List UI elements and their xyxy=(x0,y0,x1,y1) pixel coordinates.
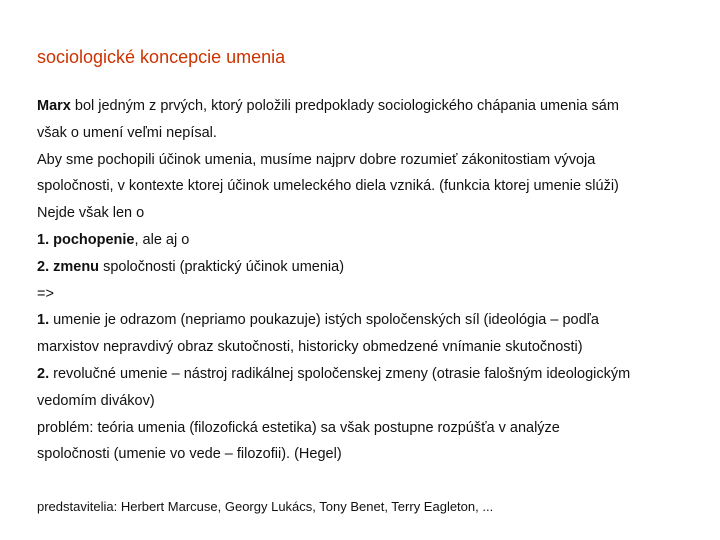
line-text: marxistov nepravdivý obraz skutočnosti, historicky obmedzené vnímanie skutočnosti) xyxy=(37,339,583,356)
line-text: spoločnosti (praktický účinok umenia) xyxy=(99,258,345,275)
line-text: => xyxy=(37,285,54,302)
line-bold: Marx xyxy=(37,98,71,114)
line-text: však o umení veľmi nepísal. xyxy=(37,124,217,141)
body-line xyxy=(37,307,707,334)
body-line xyxy=(37,415,707,442)
line-text: vedomím divákov) xyxy=(37,392,155,409)
body-line xyxy=(37,173,707,200)
line-text: Aby sme pochopili účinok umenia, musíme najprv dobre rozumieť zákonitostiam vývoja xyxy=(37,151,596,168)
line-text: problém: teória umenia (filozofická estetika) sa však postupne rozpúšťa v analýze xyxy=(37,419,560,436)
line-bold: 1. pochopenie xyxy=(37,231,135,248)
slide-title: sociologické koncepcie umenia xyxy=(37,47,286,67)
body-line xyxy=(37,334,707,361)
line-text: , ale aj o xyxy=(134,231,190,248)
body-line xyxy=(37,147,707,174)
body-line xyxy=(37,120,707,147)
line-bold: 1. xyxy=(37,312,50,329)
body-line xyxy=(37,441,707,468)
body-line xyxy=(37,254,707,281)
line-text: spoločnosti (umenie vo vede – filozofii). (Hegel) xyxy=(37,446,342,463)
representatives-footer: predstavitelia: Herbert Marcuse, Georgy Lukács, Tony Benet, Terry Eagleton, ... xyxy=(37,499,494,514)
body-line xyxy=(37,281,707,308)
body-line xyxy=(37,361,707,388)
body-line xyxy=(37,227,707,254)
body-line xyxy=(37,388,707,415)
line-text: revolučné umenie – nástroj radikálnej spoločenskej zmeny (otrasie falošným ideologickým xyxy=(49,365,631,382)
line-bold: 2. xyxy=(37,365,50,382)
line-text: spoločnosti, v kontexte ktorej účinok umeleckého diela vzniká. (funkcia ktorej umenie slúži) xyxy=(37,178,619,195)
line-text: Nejde však len o xyxy=(37,205,145,222)
body-line xyxy=(37,93,707,120)
line-text: umenie je odrazom (nepriamo poukazuje) istých spoločenských síl (ideológia – podľa xyxy=(49,312,599,329)
body-line xyxy=(37,200,707,227)
slide-body xyxy=(37,93,707,468)
line-bold: 2. zmenu xyxy=(37,258,100,275)
line-text: bol jedným z prvých, ktorý položili predpoklady sociologického chápania umenia sám xyxy=(70,98,619,114)
